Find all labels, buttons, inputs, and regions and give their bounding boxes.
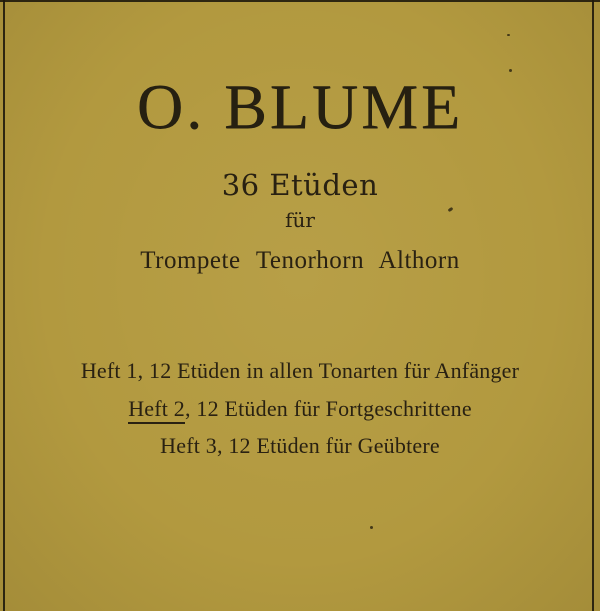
connector-text: für	[285, 208, 315, 232]
composer-title: O. BLUME	[136, 71, 464, 142]
volume-line-1	[0, 358, 600, 384]
volume-label: Heft 1	[80, 358, 138, 383]
volume-label: Heft 3	[160, 433, 217, 458]
volume-description: , 12 Etüden für Geübtere	[216, 433, 440, 458]
volume-label: Heft 2	[128, 396, 185, 424]
volume-description: , 12 Etüden für Fortgeschrittene	[184, 396, 472, 421]
volume-line-3	[0, 433, 600, 459]
instrumentation-line: Trompete Tenorhorn Althorn	[140, 247, 460, 274]
volume-description: , 12 Etüden in allen Tonarten für Anfänger	[137, 358, 520, 383]
frame-rule-top	[0, 0, 600, 2]
paper-speck	[509, 69, 512, 72]
volume-line-2	[0, 396, 600, 422]
work-title: 36 Etüden	[221, 168, 379, 202]
paper-speck	[507, 34, 510, 36]
paper-speck	[370, 526, 373, 529]
